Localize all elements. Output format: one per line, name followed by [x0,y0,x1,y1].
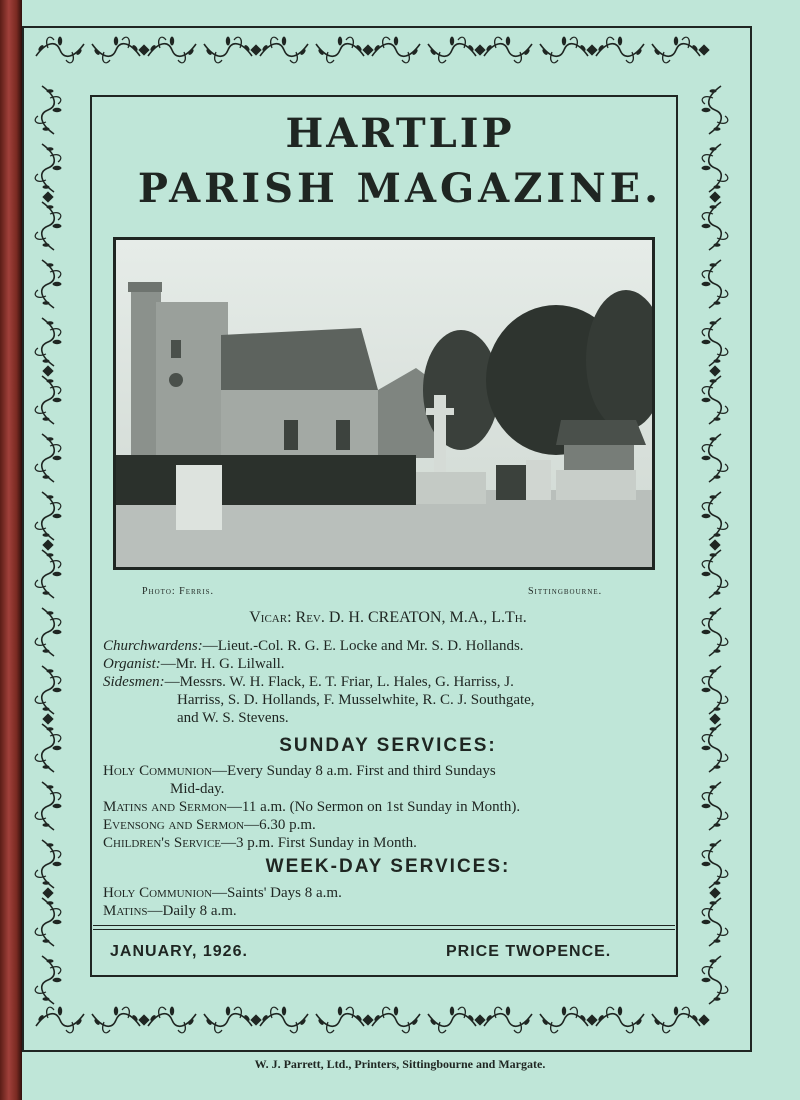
sidesmen-line-3: and W. S. Stevens. [177,710,289,726]
sunday-l3-label: Evensong and Sermon [103,817,245,833]
churchwardens-row [103,637,524,655]
price: PRICE TWOPENCE. [446,943,612,960]
weekday-line-2 [103,902,237,920]
organist-label: Organist: [103,656,161,672]
weekday-l1-text: —Saints' Days 8 a.m. [212,885,342,901]
churchwardens-label: Churchwardens: [103,638,203,654]
photo-credit-left: Photo: Ferris. [142,586,215,597]
printer-imprint: W. J. Parrett, Ltd., Printers, Sittingbourne and Margate. [254,1057,546,1071]
issue-date: JANUARY, 1926. [110,943,248,960]
sunday-l4-text: —3 p.m. First Sunday in Month. [221,835,417,851]
sunday-l4-label: Children's Service [103,835,222,851]
masthead-line-1: HARTLIP [285,110,515,157]
sidesmen-line-1: —Messrs. W. H. Flack, E. T. Friar, L. Hales, G. Harriss, J. [164,674,514,690]
vicar-line: Vicar: Rev. D. H. CREATON, M.A., L.Th. [249,609,527,626]
sunday-l2-label: Matins and Sermon [103,799,227,815]
sunday-l2-text: —11 a.m. (No Sermon on 1st Sunday in Month). [226,799,521,815]
sunday-line-1-cont: Mid-day. [170,781,225,797]
weekday-services-heading: WEEK-DAY SERVICES: [265,856,511,877]
photo-credit-right: Sittingbourne. [528,586,603,597]
church-photo-icon [116,240,652,567]
weekday-l2-text: —Daily 8 a.m. [147,903,237,919]
organist-text: —Mr. H. G. Lilwall. [160,656,285,672]
churchwardens-text: —Lieut.-Col. R. G. E. Locke and Mr. S. D. Hollands. [202,638,524,654]
divider-bottom [93,929,675,930]
sidesmen-row [103,673,514,691]
organist-row [103,655,285,673]
divider-top [93,925,675,926]
sunday-line-3 [103,816,316,834]
sunday-l3-text: —6.30 p.m. [244,817,316,833]
church-photograph [113,237,655,570]
sunday-l1-label: Holy Communion [103,763,213,779]
weekday-line-1 [103,884,342,902]
sunday-line-4 [103,834,417,852]
sunday-l1-text: —Every Sunday 8 a.m. First and third Sundays [212,763,496,779]
weekday-l1-label: Holy Communion [103,885,213,901]
sidesmen-line-2: Harriss, S. D. Hollands, F. Musselwhite, R. C. J. Southgate, [177,692,535,708]
masthead-line-2: PARISH MAGAZINE. [137,165,663,212]
sunday-services-heading: SUNDAY SERVICES: [279,735,497,756]
sidesmen-label: Sidesmen: [103,674,165,690]
sunday-line-2 [103,798,520,816]
sunday-line-1 [103,762,496,780]
weekday-l2-label: Matins [103,903,148,919]
